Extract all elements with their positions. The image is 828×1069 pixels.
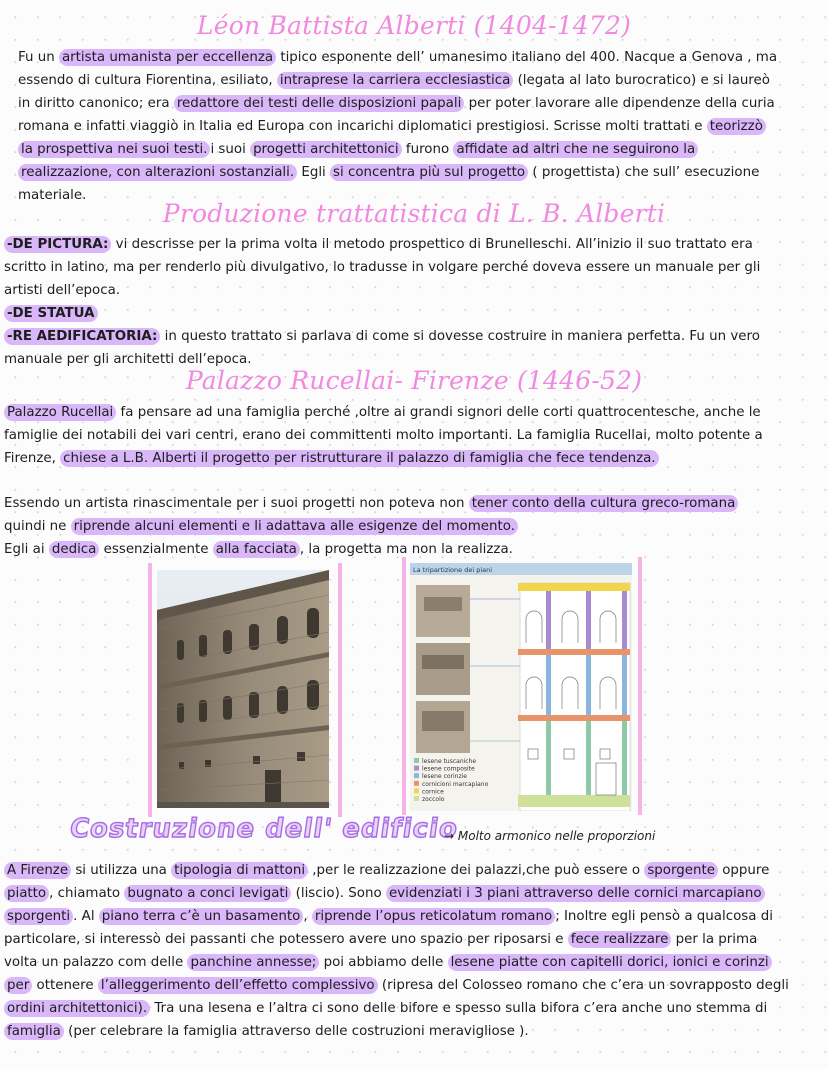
legend-swatch <box>414 758 419 763</box>
highlighted-text: A Firenze <box>4 862 71 879</box>
text-segment: Fu un <box>18 50 59 65</box>
text-segment: in diritto canonico; era <box>18 96 174 111</box>
palazzo-paragraph-1 <box>4 401 763 470</box>
text-segment: quindi ne <box>4 519 71 534</box>
legend-swatch <box>414 788 419 793</box>
text-line <box>4 447 763 470</box>
highlighted-text: si concentra più sul progetto <box>330 164 528 181</box>
de-pictura-label: -DE PICTURA: <box>4 236 111 253</box>
highlighted-text: lesene piatte con capitelli dorici, ionici e corinzi <box>448 954 772 971</box>
text-segment: ( progettista) che sull’ esecuzione <box>528 165 760 180</box>
highlighted-text: per <box>4 977 32 994</box>
de-pictura-text-1: vi descrisse per la prima volta il metodo prospettico di Brunelleschi. All’inizio il suo trattato era <box>111 237 753 252</box>
legend-swatch <box>414 796 419 801</box>
text-line <box>4 882 789 905</box>
highlighted-text: bugnato a conci levigati <box>124 885 291 902</box>
text-segment: volta un palazzo com delle <box>4 955 188 970</box>
highlighted-text: piatto <box>4 885 49 902</box>
legend-label: lesene corinzie <box>422 773 467 781</box>
text-line <box>4 1020 789 1043</box>
re-aedificatoria-text-1: in questo trattato si parlava di come si dovesse costruire in maniera perfetta. Fu un vero <box>160 329 760 344</box>
legend-label: lesene composite <box>422 765 475 773</box>
highlighted-text: tipologia di mattoni <box>171 862 308 879</box>
highlighted-text: teorizzò <box>707 118 766 135</box>
text-segment: , la progetta ma non la realizza. <box>299 542 513 557</box>
text-segment: ottenere <box>32 978 98 993</box>
text-segment: . Al <box>73 909 99 924</box>
page-title: Léon Battista Alberti (1404-1472) <box>196 11 632 40</box>
highlighted-text: famiglia <box>4 1023 64 1040</box>
legend-swatch <box>414 766 419 771</box>
treatises-list <box>4 233 760 371</box>
text-line <box>4 928 789 951</box>
highlighted-text: l’alleggerimento dell’effetto complessivo <box>98 977 378 994</box>
highlighted-text: tener conto della cultura greco-romana <box>469 495 739 512</box>
legend-label: cornicioni marcapiano <box>422 780 489 788</box>
text-segment: essendo di cultura Fiorentina, esiliato, <box>18 73 277 88</box>
construction-paragraph <box>4 859 789 1043</box>
highlighted-text: chiese a L.B. Alberti il progetto per ristrutturare il palazzo di famiglia che fece tendenza. <box>60 450 658 467</box>
highlighted-text: progetti architettonici <box>250 141 402 158</box>
text-line <box>18 69 777 92</box>
text-segment: , chiamato <box>49 886 125 901</box>
text-segment: Egli ai <box>4 542 49 557</box>
text-segment: , <box>303 909 312 924</box>
highlighted-text: la prospettiva nei suoi testi. <box>18 141 210 158</box>
text-segment: oppure <box>717 863 770 878</box>
highlighted-text: piano terra c’è un basamento <box>99 908 304 925</box>
section-title-palazzo: Palazzo Rucellai- Firenze (1446-52) <box>185 366 643 395</box>
text-segment: romana e infatti viaggiò in Italia ed Europa con incarichi diplomatici prestigiosi. Scrisse molti trattati e <box>18 119 707 134</box>
highlighted-text: alla facciata <box>213 541 300 558</box>
text-line <box>18 138 777 161</box>
highlighted-text: riprende l’opus reticolatum romano <box>312 908 555 925</box>
highlighted-text: ordini architettonici). <box>4 1000 150 1017</box>
handwritten-note: → Molto armonico nelle proporzioni <box>444 829 656 843</box>
section-title-construction: Costruzione dell' edificio <box>67 814 461 844</box>
highlighted-text: sporgente <box>644 862 718 879</box>
text-line <box>4 515 738 538</box>
text-segment: per poter lavorare alle dipendenze della curia <box>464 96 775 111</box>
text-segment: fa pensare ad una famiglia perché ,oltre ai grandi signori delle corti quattrocentesche, anche le <box>116 405 761 420</box>
text-segment: (ripresa del Colosseo romano che c’era un sovrapposto degli <box>377 978 789 993</box>
highlighted-text: sporgenti <box>4 908 73 925</box>
highlighted-text: intraprese la carriera ecclesiastica <box>277 72 513 89</box>
legend-swatch <box>414 781 419 786</box>
text-line <box>18 161 777 184</box>
text-line <box>18 46 777 69</box>
text-line <box>18 92 777 115</box>
text-segment: Tra una lesena e l’altra ci sono delle bifore e spesso sulla bifora c’era anche uno stemma di <box>150 1001 768 1016</box>
text-segment: (per celebrare la famiglia attraverso delle costruzioni meravigliose ). <box>63 1024 529 1039</box>
palazzo-paragraph-2 <box>4 492 738 561</box>
text-segment: furono <box>401 142 454 157</box>
text-line <box>4 905 789 928</box>
intro-paragraph <box>18 46 777 207</box>
legend-label: zoccolo <box>422 796 445 803</box>
text-line <box>4 951 789 974</box>
text-line <box>4 997 789 1020</box>
text-segment: essenzialmente <box>99 542 213 557</box>
text-segment: (liscio). Sono <box>291 886 386 901</box>
text-segment: particolare, si interessò dei passanti che potessero avere uno spazio per riposarsi e <box>4 932 568 947</box>
de-pictura-text-2: scritto in latino, ma per renderlo più divulgativo, lo tradusse in volgare perché doveva essere un manuale per gli <box>4 260 761 275</box>
highlighted-text: fece realizzare <box>568 931 672 948</box>
text-segment: si utilizza una <box>71 863 172 878</box>
de-pictura-text-3: artisti dell’epoca. <box>4 283 121 298</box>
legend-swatch <box>414 773 419 778</box>
text-segment: ,per le realizzazione dei palazzi,che può essere o <box>308 863 645 878</box>
highlighted-text: affidate ad altri che ne seguirono la <box>453 141 698 158</box>
text-segment: materiale. <box>18 188 87 203</box>
text-line <box>18 115 777 138</box>
highlighted-text: evidenziati i 3 piani attraverso delle cornici marcapiano <box>386 885 765 902</box>
highlighted-text: artista umanista per eccellenza <box>59 49 276 66</box>
text-segment: Egli <box>297 165 331 180</box>
text-segment: ; Inoltre egli pensò a qualcosa di <box>555 909 773 924</box>
re-aedificatoria-text-2: manuale per gli architetti dell’epoca. <box>4 352 252 367</box>
text-line <box>4 492 738 515</box>
highlighted-text: panchine annesse; <box>187 954 319 971</box>
diagram-title: La tripartizione dei piani <box>413 566 493 574</box>
text-line <box>4 974 789 997</box>
text-line <box>4 859 789 882</box>
palazzo-rucellai-photo <box>157 570 329 808</box>
tripartition-diagram <box>410 563 632 811</box>
legend-label: cornice <box>422 788 444 796</box>
text-segment: (legata al lato burocratico) e si laureò <box>513 73 770 88</box>
highlighted-text: Palazzo Rucellai <box>4 404 116 421</box>
re-aedificatoria-label: -RE AEDIFICATORIA: <box>4 328 160 345</box>
highlighted-text: riprende alcuni elementi e li adattava alle esigenze del momento. <box>71 518 518 535</box>
text-segment: Firenze, <box>4 451 61 466</box>
text-segment: Essendo un artista rinascimentale per i suoi progetti non poteva non <box>4 496 469 511</box>
text-line <box>4 401 763 424</box>
text-segment: poi abbiamo delle <box>319 955 448 970</box>
text-line <box>4 424 763 447</box>
section-title-production: Produzione trattatistica di L. B. Alberti <box>162 199 666 228</box>
de-statua-label: -DE STATUA <box>4 305 98 322</box>
highlighted-text: realizzazione, con alterazioni sostanziali. <box>18 164 297 181</box>
legend-label: lesene tuscaniche <box>422 758 477 765</box>
highlighted-text: redattore dei testi delle disposizioni papali <box>174 95 464 112</box>
text-segment: famiglie dei notabili dei vari centri, erano dei committenti molto importanti. La famiglia Rucellai, molto potente a <box>4 428 763 443</box>
text-segment: tipico esponente dell’ umanesimo italiano del 400. Nacque a Genova , ma <box>276 50 778 65</box>
highlighted-text: dedica <box>49 541 100 558</box>
text-segment: i suoi <box>210 142 251 157</box>
text-segment: per la prima <box>671 932 758 947</box>
